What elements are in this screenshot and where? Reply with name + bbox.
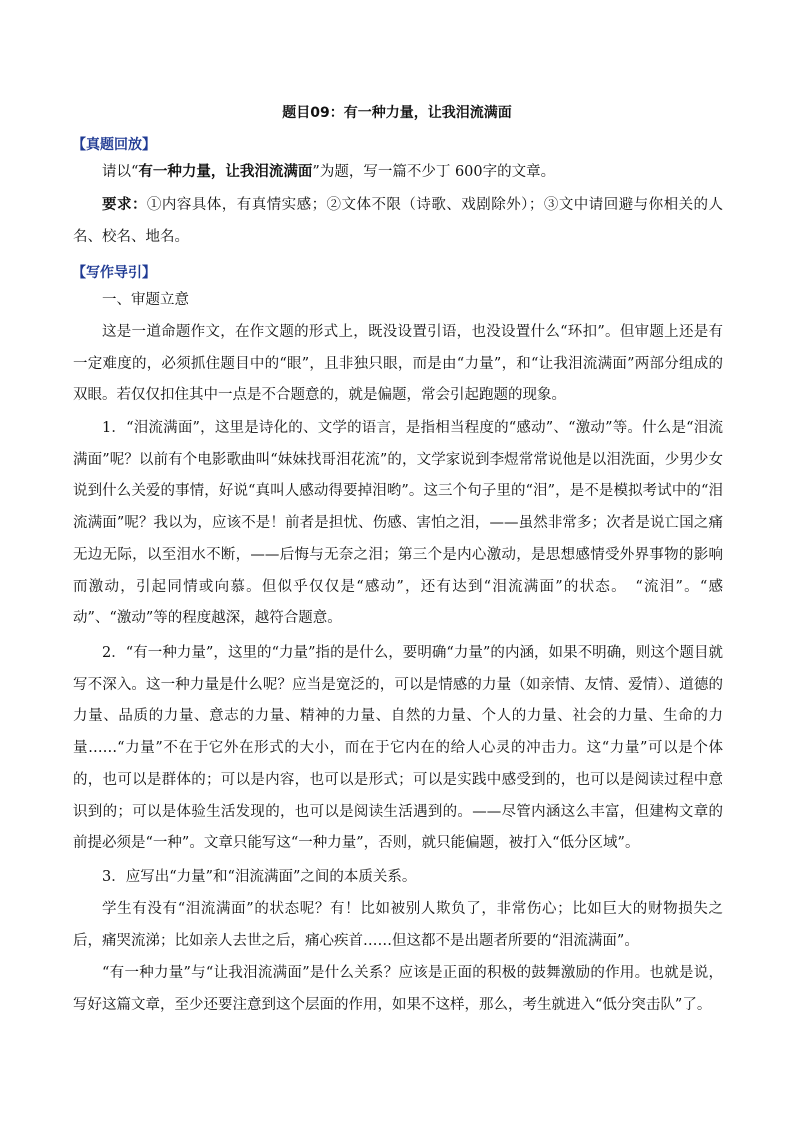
section-heading-writing-guide: 【写作导引】 (72, 265, 156, 281)
requirements-text: ①内容具体，有真情实感；②文体不限（诗歌、戏剧除外）；③文中请回避与你相关的人名、校名、地名。 (73, 197, 724, 245)
subheading-topic-analysis: 一、审题立意 (102, 292, 189, 308)
section-heading-real-question: 【真题回放】 (72, 137, 156, 153)
paragraph-intro: 这是一道命题作文，在作文题的形式上，既没设置引语，也没设置什么“环扣”。但审题上还是有一定难度的，必须抓住题目中的“眼”，且非独只眼，而是由“力量”，和“让我泪流满面”两部分组成的双眼。若仅仅扣住其中一点是不合题意的，就是偏题，常会引起跑题的现象。 (73, 324, 723, 404)
paragraph-point-3: 3．应写出“力量”和“泪流满面”之间的本质关系。 (102, 869, 417, 885)
requirements-label: 要求： (102, 197, 147, 213)
document-title: 题目09：有一种力量，让我泪流满面 (282, 105, 512, 121)
prompt-topic: 有一种力量，让我泪流满面 (138, 164, 313, 180)
prompt-text-prefix: 请以“ (102, 164, 139, 180)
paragraph-relationship: “有一种力量”与“让我泪流满面”是什么关系？应该是正面的积极的鼓舞激励的作用。也就是说，写好这篇文章，至少还要注意到这个层面的作用，如果不这样，那么，考生就进入“低分突击队”了。 (73, 965, 723, 1013)
requirements-paragraph (73, 190, 723, 253)
paragraph-student-tears: 学生有没有“泪流满面”的状态呢？有！比如被别人欺负了，非常伤心；比如巨大的财物损失之后，痛哭流涕；比如亲人去世之后，痛心疾首……但这都不是出题者所要的“泪流满面”。 (73, 901, 723, 949)
prompt-paragraph (73, 157, 723, 189)
prompt-text-suffix: ”为题，写一篇不少丁 600字的文章。 (312, 164, 556, 180)
paragraph-point-1: 1．“泪流满面”，这里是诗化的、文学的语言，是指相当程度的“感动”、“激动”等。什么是“泪流满面”呢？以前有个电影歌曲叫“妹妹找哥泪花流”的，文学家说到李煜常常说他是以泪洗面，少男少女说到什么关爱的事情，好说“真叫人感动得要掉泪哟”。这三个句子里的“泪”，是不是模拟考试中的“泪流满面”呢？我以为，应该不是！前者是担忧、伤感、害怕之泪，——虽然非常多；次者是说亡国之痛无边无际，以至泪水不断，——后悔与无奈之泪；第三个是内心激动，是思想感情受外界事物的影响而激动，引起同情或向慕。但似乎仅仅是“感动”，还有达到“泪流满面”的状态。 “流泪”。“感动”、“激动”等的程度越深，越符合题意。 (73, 420, 723, 627)
paragraph-point-2: 2．“有一种力量”，这里的“力量”指的是什么，要明确“力量”的内涵，如果不明确，则这个题目就写不深入。这一种力量是什么呢？应当是宽泛的，可以是情感的力量（如亲情、友情、爱情）、道德的力量、品质的力量、意志的力量、精神的力量、自然的力量、个人的力量、社会的力量、生命的力量……“力量”不在于它外在形式的大小，而在于它内在的给人心灵的冲击力。这“力量”可以是个体的，也可以是群体的；可以是内容，也可以是形式；可以是实践中感受到的，也可以是阅读过程中意识到的；可以是体验生活发现的，也可以是阅读生活遇到的。——尽管内涵这么丰富，但建构文章的前提必须是“一种”。文章只能写这“一种力量”，否则，就只能偏题，被打入“低分区域”。 (73, 645, 723, 852)
